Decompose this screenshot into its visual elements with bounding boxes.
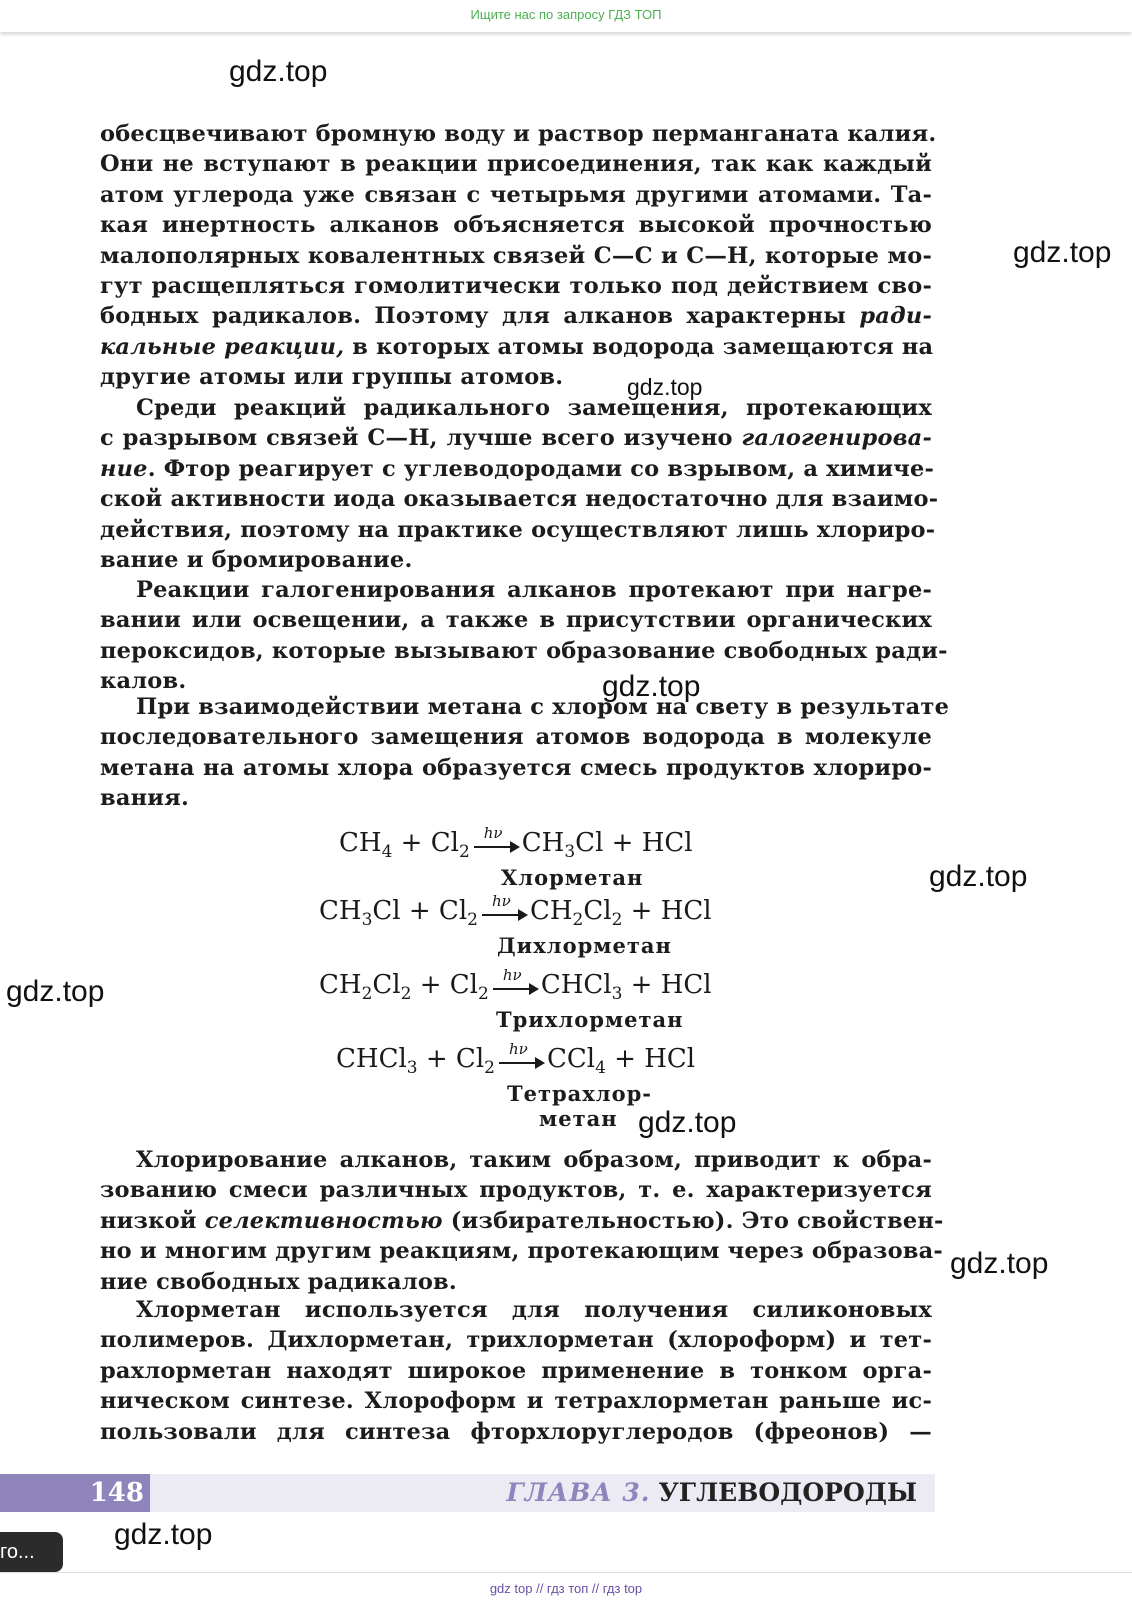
equation-1: $CH_4 + Cl_2$ hν $CH_3Cl$ + HCl bbox=[339, 824, 693, 862]
text-line: другие атомы или группы атомов. bbox=[100, 364, 564, 391]
arrow-icon bbox=[493, 966, 537, 996]
watermark: gdz.top bbox=[1013, 236, 1112, 269]
text-span: низкой bbox=[100, 1207, 205, 1234]
text-line: вание и бромирование. bbox=[100, 546, 413, 573]
watermark: gdz.top bbox=[950, 1247, 1049, 1280]
paragraph-6 bbox=[100, 1295, 932, 1447]
chapter-heading bbox=[506, 1474, 917, 1512]
italic-term: ние bbox=[100, 455, 148, 482]
italic-term: ради- bbox=[859, 303, 932, 330]
chapter-label: ГЛАВА 3. bbox=[506, 1478, 651, 1507]
text-line: Хлорирование алканов, таким образом, приводит к обра- bbox=[136, 1147, 932, 1173]
watermark: gdz.top bbox=[627, 374, 703, 400]
text-line bbox=[100, 1206, 944, 1236]
text-line: Реакции галогенирования алканов протекают при нагре- bbox=[136, 577, 932, 603]
text-line: действия, поэтому на практике осуществляют лишь хлориро- bbox=[100, 516, 936, 543]
text-line: При взаимодействии метана с хлором на свету в результате bbox=[136, 694, 950, 720]
text-line: Среди реакций радикального замещения, протекающих bbox=[136, 395, 932, 421]
bottom-links-bar bbox=[0, 1572, 1132, 1606]
text-span: в которых атомы водорода замещаются на bbox=[344, 333, 934, 360]
text-line bbox=[100, 301, 932, 331]
text-line: пероксидов, которые вызывают образование свободных ради- bbox=[100, 637, 948, 664]
product-name: Хлорметан bbox=[501, 865, 644, 890]
arrow-icon bbox=[482, 892, 526, 922]
text-line: вания. bbox=[100, 785, 190, 812]
text-line bbox=[100, 454, 935, 484]
watermark: gdz.top bbox=[638, 1106, 737, 1139]
text-line: кая инертность алканов объясняется высокой прочностью bbox=[100, 212, 932, 239]
text-span: (избирательностью). Это свойствен- bbox=[442, 1207, 944, 1234]
text-line: метана на атомы хлора образуется смесь продуктов хлориро- bbox=[100, 754, 932, 781]
product-name: Тетрахлор- bbox=[507, 1081, 653, 1106]
text-line: зованию смеси различных продуктов, т. е. характеризуется bbox=[100, 1177, 932, 1204]
arrow-label: hν bbox=[502, 966, 522, 984]
italic-term: кальные реакции, bbox=[100, 333, 345, 360]
equation-3: $CH_2Cl_2 + Cl_2$ hν CHCl$_3$ + HCl bbox=[319, 966, 712, 1004]
chapter-title: УГЛЕВОДОРОДЫ bbox=[658, 1478, 917, 1507]
text-line: Хлорметан используется для получения силиконовых bbox=[136, 1297, 932, 1323]
equation-2: $CH_3Cl + Cl_2$ hν $CH_2Cl_2$ + HCl bbox=[319, 892, 712, 930]
product-name: метан bbox=[539, 1106, 618, 1131]
text-line: ской активности иода оказывается недостаточно для взаимо- bbox=[100, 486, 939, 513]
text-span: бодных радикалов. Поэтому для алканов характерны bbox=[100, 303, 860, 330]
text-line: калов. bbox=[100, 668, 187, 695]
text-line bbox=[100, 423, 932, 453]
arrow-icon bbox=[499, 1040, 543, 1070]
text-line: ническом синтезе. Хлороформ и тетрахлорметан раньше ис- bbox=[100, 1388, 932, 1415]
watermark: gdz.top bbox=[602, 670, 701, 703]
text-line: но и многим другим реакциям, протекающим через образова- bbox=[100, 1238, 943, 1265]
product-name: Дихлорметан bbox=[497, 933, 672, 958]
product-name: Трихлорметан bbox=[496, 1007, 684, 1032]
paragraph-1 bbox=[100, 119, 937, 393]
arrow-label: hν bbox=[491, 892, 511, 910]
paragraph-5 bbox=[100, 1145, 944, 1297]
watermark: gdz.top bbox=[6, 975, 105, 1008]
text-span: с разрывом связей С—Н, лучше всего изучено bbox=[100, 425, 742, 452]
page-number-text: 148 bbox=[89, 1478, 144, 1508]
text-span: . Фтор реагирует с углеводородами со взрывом, а химиче- bbox=[147, 455, 935, 482]
text-line: ние свободных радикалов. bbox=[100, 1268, 457, 1295]
text-line: рахлорметан находят широкое применение в тонком орга- bbox=[100, 1357, 932, 1384]
text-line: малополярных ковалентных связей С—С и С—Н, которые мо- bbox=[100, 242, 932, 269]
page-number bbox=[0, 1474, 150, 1512]
top-banner-text[interactable]: Ищите нас по запросу ГДЗ ТОП bbox=[470, 7, 662, 22]
text-line: пользовали для синтеза фторхлоруглеродов (фреонов) — bbox=[100, 1418, 932, 1445]
bottom-links[interactable]: gdz top // гдз топ // гдз top bbox=[489, 1581, 643, 1596]
watermark: gdz.top bbox=[114, 1518, 213, 1551]
top-banner[interactable] bbox=[0, 0, 1132, 32]
italic-term: галогенирова- bbox=[741, 425, 932, 452]
text-line: последовательного замещения атомов водорода в молекуле bbox=[100, 724, 932, 751]
equation-4: CHCl$_3$ + $Cl_2$ hν CCl$_4$ + HCl bbox=[336, 1040, 696, 1078]
text-line: полимеров. Дихлорметан, трихлорметан (хлороформ) и тет- bbox=[100, 1327, 932, 1354]
text-line: обесцвечивают бромную воду и раствор перманганата калия. bbox=[100, 121, 937, 147]
paragraph-3 bbox=[100, 575, 948, 697]
text-line: атом углерода уже связан с четырьмя другими атомами. Та- bbox=[100, 181, 932, 208]
text-line: Они не вступают в реакции присоединения, так как каждый bbox=[100, 151, 932, 178]
italic-term: селективностью bbox=[204, 1207, 443, 1234]
paragraph-2 bbox=[100, 393, 939, 575]
text-line: вании или освещении, а также в присутствии органических bbox=[100, 607, 932, 634]
text-line: гут расщепляться гомолитически только под действием сво- bbox=[100, 272, 932, 299]
arrow-label: hν bbox=[483, 824, 503, 842]
text-line bbox=[100, 332, 932, 362]
watermark: gdz.top bbox=[929, 860, 1028, 893]
arrow-icon bbox=[474, 824, 518, 854]
arrow-label: hν bbox=[508, 1040, 528, 1058]
watermark: gdz.top bbox=[229, 55, 328, 88]
paragraph-4 bbox=[100, 692, 950, 814]
floating-pill-button[interactable]: го... bbox=[0, 1532, 63, 1572]
